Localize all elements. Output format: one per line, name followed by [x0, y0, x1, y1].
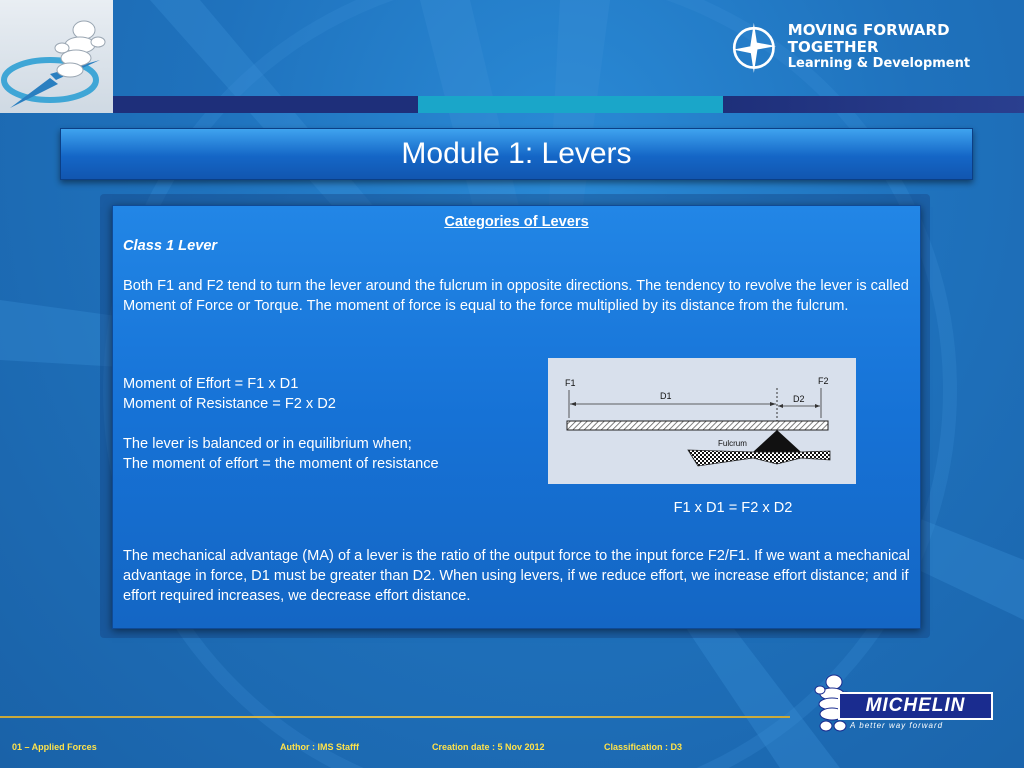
lever-diagram [548, 358, 856, 484]
label-f1: F1 [565, 378, 576, 388]
label-f2: F2 [818, 376, 829, 386]
tagline-line2: Learning & Development [787, 56, 971, 72]
michelin-wordmark: MICHELIN [838, 692, 993, 720]
balanced-line2: The moment of effort = the moment of resistance [123, 456, 439, 472]
slide-title: Module 1: Levers [401, 137, 632, 170]
content-subheading: Class 1 Lever [123, 238, 218, 254]
bibendum-logo-tile [0, 0, 113, 113]
lever-diagram-svg [548, 358, 856, 484]
compass-star-icon [728, 16, 780, 78]
header-stripe-teal [418, 96, 723, 113]
equilibrium-equation: F1 x D1 = F2 x D2 [673, 500, 793, 516]
michelin-logo [808, 672, 996, 734]
moment-of-resistance: Moment of Resistance = F2 x D2 [123, 396, 336, 412]
footer-bar [0, 742, 1024, 756]
label-d1: D1 [660, 391, 672, 401]
footer-gold-divider [0, 716, 790, 718]
moment-of-effort: Moment of Effort = F1 x D1 [123, 376, 299, 392]
footer-classification: Classification : D3 [604, 742, 683, 752]
footer-module: 01 – Applied Forces [12, 742, 97, 752]
label-d2: D2 [793, 394, 805, 404]
content-paragraph-mechanical-advantage: The mechanical advantage (MA) of a lever is the ratio of the output force to the input force F2/F1. If we want a mechanical advantage in force, D1 must be greater than D2. When using levers, if we reduce effort, we increase effort distance; and if effort required increases, we decrease effort distance. [123, 548, 910, 604]
label-fulcrum: Fulcrum [718, 439, 747, 448]
tagline-line1: MOVING FORWARD TOGETHER [787, 21, 950, 56]
content-heading: Categories of Levers [444, 214, 589, 230]
moments-block [123, 374, 543, 474]
michelin-slogan: A better way forward [850, 721, 944, 730]
header-stripe-navy-right [723, 96, 1024, 113]
slide-title-bar [60, 128, 973, 180]
content-paragraph-torque: Both F1 and F2 tend to turn the lever around the fulcrum in opposite directions. The tendency to revolve the lever is called Moment of Force or Torque. The moment of force is equal to the force multiplied by its distance from the fulcrum. [123, 278, 909, 314]
balanced-line1: The lever is balanced or in equilibrium when; [123, 436, 412, 452]
footer-creation-date: Creation date : 5 Nov 2012 [432, 742, 545, 752]
header-stripe [113, 96, 1024, 113]
bibendum-compass-icon [0, 0, 113, 113]
header-stripe-navy [113, 96, 418, 113]
footer-author: Author : IMS Stafff [280, 742, 359, 752]
brand-tagline [728, 12, 1018, 82]
